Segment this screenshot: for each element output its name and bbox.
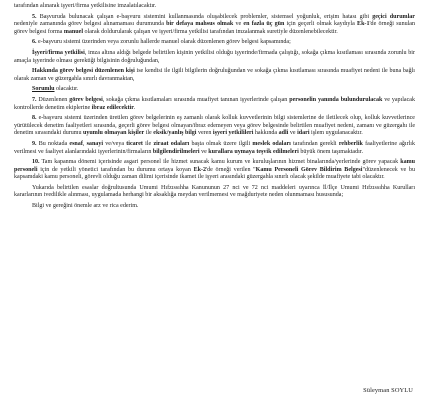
paragraph-p6b <box>14 68 415 83</box>
paragraph-number: 7. <box>32 97 37 104</box>
text-run: için geçerli olmak kaydıyla <box>284 21 358 28</box>
text-run: Başvuruda bulunacak çalışan e-başvuru sistemini kullanmasında oluşabilecek problemler, sistemsel yoğunluk, erişim hatası gibi <box>36 13 373 20</box>
bold-text: işyeri yetkilileri <box>212 130 254 137</box>
text-run: veren <box>196 130 213 137</box>
text-run: e-başvuru sistemi üzerinden veya zorunlu hallerde manuel olarak düzenlenen görev belgesi kapsamında; <box>36 39 291 46</box>
text-run: büyük önem taşımaktadır. <box>298 148 363 155</box>
text-run: faaliyetlerine ağırlık verilmesi ve faaliyet alanlarındaki işyerlerinin/firmaların <box>14 140 416 155</box>
paragraph-p9 <box>14 141 415 156</box>
paragraph-number: 5. <box>32 13 37 20</box>
bold-text: bir defaya mahsus olmak <box>166 21 234 28</box>
text-run: , imza altına aldığı belgede belirtilen kişinin yetkilisi olduğu işyerinde/firmada çalıştığı, sokağa çıkma kısıtlaması sırasında zorunlu bir amaçla işyerinde olması gerektiği bilgisinin doğruluğundan, <box>14 50 415 64</box>
text-run: ile <box>144 130 154 137</box>
bold-text: Ek-1 <box>357 21 370 28</box>
text-run: "düzenlenecek ve bu kapsamdaki kamu personeli, görevli olduğu zaman dilimi içerisinde ikamet ile işyeri arasındaki güzergahla sınırlı olacak şekilde muafiyete tabi olacaktır. <box>14 166 415 181</box>
text-run: nedeniyle zamanında görev belgesi alınamaması durumunda <box>14 21 167 28</box>
text-run: Tam kapanma dönemi içerisinde asgari personel ile hizmet sunacak kamu kurum ve kuruluşlarının hizmet binalarında/yerlerinde görev yapacak <box>39 159 401 166</box>
text-run: Bilgi ve gereğini önemle arz ve rica ederim. <box>32 203 139 210</box>
text-run: tarafından alınarak işyeri/firma yetkilisine imzalatılacaktır. <box>14 3 157 9</box>
bold-text: Hakkında görev belgesi düzenlenen kişi <box>32 68 135 75</box>
text-run: 'de örneği verilen " <box>206 166 256 173</box>
text-run: Yukarıda belirtilen esaslar doğrultusunda Umumi Hıfzıssıhha Kanununun 27 nci ve 72 nci maddeleri uyarınca İl/İlçe Umumi Hıfzıssıhha Kurulları kararlarının ivedilikle alınması, uygulamada herhangi bir aksaklığa meydan verilmemesi ve mağduriyete neden olunmaması hususunda; <box>14 184 415 199</box>
text-run: olarak doldurularak çalışan ve işyeri/firma yetkilisi tarafından imzalanmak suretiyle düzenlenebilecektir. <box>83 28 338 35</box>
paragraph-number: 6. <box>32 39 37 46</box>
signature-name: Süleyman SOYLU <box>363 387 413 394</box>
text-run: 'de örneği sunulan görev belgesi forma <box>14 21 415 35</box>
paragraph-number: 10. <box>32 159 40 166</box>
text-run: ve <box>288 130 298 137</box>
bold-text: Ek-2 <box>193 166 207 173</box>
text-run: için de yetkili yönetici tarafından bu durumu ortaya koyan <box>37 166 194 173</box>
bold-text: sanayi <box>86 140 104 147</box>
paragraph-p6c <box>14 86 415 94</box>
bold-text: İşyeri/firma yetkilisi <box>32 50 85 57</box>
bold-text: eksik/yanlış bilgi <box>153 130 197 137</box>
bold-text: meslek odaları <box>252 140 291 147</box>
paragraph-p11 <box>14 185 415 200</box>
paragraph-p7 <box>14 97 415 112</box>
text-run: ve <box>199 148 209 155</box>
paragraph-p6a <box>14 50 415 65</box>
paragraph-number: 8. <box>32 115 37 122</box>
bold-text: ticaret <box>126 140 143 147</box>
text-run: ve/veya <box>103 140 127 147</box>
bold-text: Sorumlu <box>32 86 55 93</box>
text-run: ve <box>233 21 244 28</box>
document-body <box>14 3 415 211</box>
paragraph-p5 <box>14 14 415 37</box>
bold-text: görev belgesi <box>69 97 103 104</box>
text-run: ile <box>142 140 154 147</box>
text-run: , <box>82 140 87 147</box>
bold-text: bilgilendirilmeleri <box>152 148 200 155</box>
bold-text: ziraat odaları <box>153 140 190 147</box>
paragraph-p6 <box>14 39 415 47</box>
bold-text: Kamu Personeli Görev Bildirim Belgesi <box>255 166 363 173</box>
text-run: . <box>133 104 136 111</box>
bold-text: ibraz edilecektir <box>91 104 134 111</box>
paragraph-number: 9. <box>32 140 37 147</box>
text-run: olacaktır. <box>54 86 79 93</box>
bold-text: esnaf <box>69 140 83 147</box>
text-run: Bu noktada <box>36 140 70 147</box>
bold-text: uyumlu olmayan kişiler <box>83 130 145 137</box>
text-run: ise kendisi ile ilgili bilgilerin doğruluğundan ve sokağa çıkma kısıtlaması sırasında muafiyet nedeni ile buna bağlı olarak zaman ve güzergahla sınırlı davranmaktan, <box>14 68 415 82</box>
text-run: tarafından gerekli <box>290 140 339 147</box>
bold-text: personelin yanında bulundurulacak <box>289 97 383 104</box>
bold-text: adli <box>278 130 289 137</box>
text-run: Düzenlenen <box>36 97 70 104</box>
paragraph-p0 <box>14 3 415 11</box>
text-run: hakkında <box>253 130 279 137</box>
text-run: e-başvuru sistemi üzerinden üretilen görev belgelerinin eş zamanlı olarak kolluk kuvvetlerinin bilgi sistemlerine de iletilecek olup, kolluk kuvvetlerince yürütülecek denetim faaliyetleri sırasında, geçerli görev belgesi olmayan/ibraz edemeyen veya görev belgesinde belirtilen muafiyet nedeni, zamanı ve güzergahı ile denetim sırasındaki durumu <box>14 115 415 137</box>
paragraph-p8 <box>14 115 415 138</box>
bold-text: idari <box>297 130 310 137</box>
text-run: ve yapılacak kontrollerde denetim ekiplerine <box>14 97 416 111</box>
paragraph-p12 <box>14 203 415 211</box>
text-run: , sokağa çıkma kısıtlamaları sırasında muafiyet tanınan işyerlerinde çalışan <box>102 97 290 104</box>
bold-text: manuel <box>63 28 84 35</box>
bold-text: rehberlik <box>338 140 363 147</box>
bold-text: kamu personeli <box>14 159 415 173</box>
bold-text: kurallara uymaya teşvik edilmeleri <box>208 148 299 155</box>
bold-text: geçici durumlar <box>372 13 415 20</box>
text-run: başta olmak üzere ilgili <box>189 140 253 147</box>
paragraph-p10 <box>14 159 415 182</box>
bold-text: en fazla üç gün <box>243 21 285 28</box>
text-run: işlem uygulanacaktır. <box>309 130 363 137</box>
